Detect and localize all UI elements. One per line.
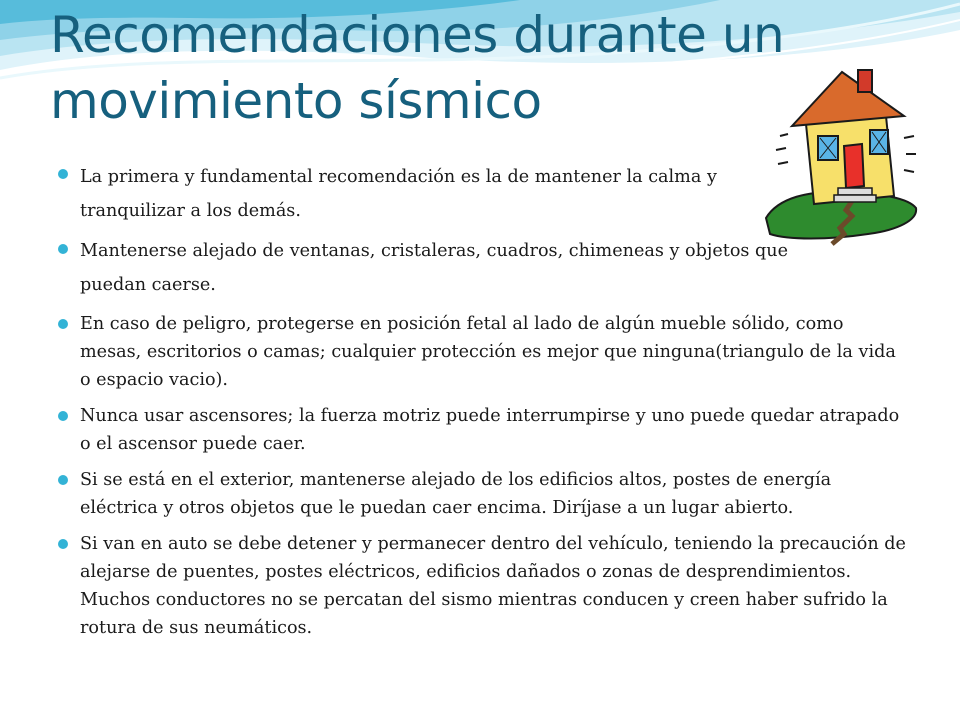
bullet-dot-icon [58,244,68,254]
bullet-item [50,234,800,302]
bullet-text: Si se está en el exterior, mantenerse alejado de los edificios altos, postes de energía eléctrica y otros objetos que le puedan caer encima. Diríjase a un lugar abierto. [80,470,832,518]
bullet-dot-icon [58,475,68,485]
bullet-item [50,466,910,522]
slide-title: Recomendaciones durante un movimiento sísmico [50,6,785,130]
bullet-list [50,160,910,642]
bullet-item [50,160,800,228]
bullet-text: En caso de peligro, protegerse en posición fetal al lado de algún mueble sólido, como mesas, escritorios o camas; cualquier protección es mejor que ninguna(triangulo de la vida o espacio vacio). [80,314,896,390]
bullet-dot-icon [58,169,68,179]
bullet-text: Nunca usar ascensores; la fuerza motriz puede interrumpirse y uno puede quedar atrapado o el ascensor puede caer. [80,406,900,454]
bullet-item [50,310,910,394]
bullet-dot-icon [58,319,68,329]
bullet-text: La primera y fundamental recomendación es la de mantener la calma y tranquilizar a los demás. [80,167,717,221]
bullet-text: Si van en auto se debe detener y permanecer dentro del vehículo, teniendo la precaución de alejarse de puentes, postes eléctricos, edificios dañados o zonas de desprendimientos. Muchos conductores no se percatan del sismo mientras conducen y creen haber sufrido la rotura de sus neumáticos. [80,534,906,638]
bullet-item [50,402,910,458]
bullet-dot-icon [58,411,68,421]
bullet-item [50,530,910,642]
bullet-text: Mantenerse alejado de ventanas, cristaleras, cuadros, chimeneas y objetos que puedan caerse. [80,241,789,295]
bullet-dot-icon [58,539,68,549]
